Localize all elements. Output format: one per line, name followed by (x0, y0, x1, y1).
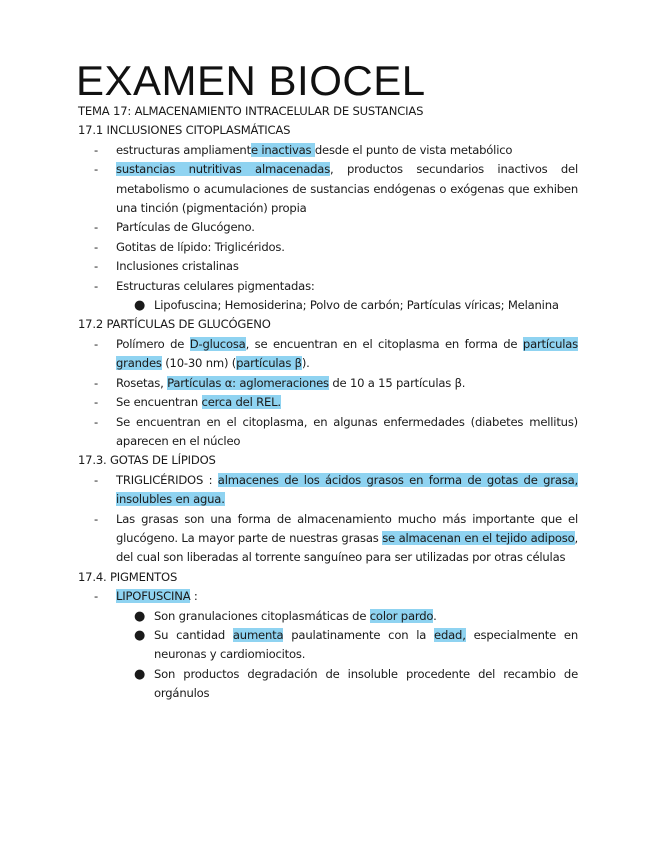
text-run: Rosetas, (116, 375, 168, 390)
list-item (78, 335, 578, 374)
section-heading-17-4: 17.4. PIGMENTOS (78, 569, 178, 584)
bullet-item (78, 296, 578, 315)
dash-marker: - (94, 589, 98, 604)
text-run: ). (301, 356, 310, 371)
dash-marker: - (94, 472, 98, 487)
topic-heading: TEMA 17: ALMACENAMIENTO INTRACELULAR DE SUSTANCIAS (78, 104, 424, 118)
highlighted-text: almacenes de los ácidos grasos en forma de gotas de grasa, insolubles en agua. (116, 472, 578, 507)
list-item (78, 374, 578, 393)
document-page (78, 58, 578, 704)
text-run: Gotitas de lípido: Triglicéridos. (116, 239, 285, 254)
dash-marker: - (94, 395, 98, 410)
list-item (78, 413, 578, 452)
dash-marker: - (94, 142, 98, 157)
text-run: Lipofuscina; Hemosiderina; Polvo de carbón; Partículas víricas; Melanina (154, 298, 559, 313)
highlighted-text: edad, (434, 627, 466, 642)
dash-marker: - (94, 278, 98, 293)
text-run: paulatinamente con la (283, 627, 435, 642)
dash-marker: - (94, 336, 98, 351)
text-run: Partículas de Glucógeno. (116, 220, 255, 235)
list-item (78, 471, 578, 510)
dash-marker: - (94, 375, 98, 390)
text-run: Son granulaciones citoplasmáticas de (154, 608, 370, 623)
highlighted-text: sustancias nutritivas almacenadas (116, 162, 331, 177)
bullet-marker: ● (134, 666, 146, 682)
text-run: Las grasas son una forma de almacenamiento mucho más importante que el glucógeno. La mayor parte de nuestras grasas (116, 511, 578, 545)
list-item (78, 238, 578, 257)
document-title: EXAMEN BIOCEL (76, 57, 426, 104)
dash-marker: - (94, 511, 98, 526)
bullet-marker: ● (134, 298, 146, 314)
highlighted-text: D-glucosa (189, 336, 246, 351)
list-item (78, 587, 578, 606)
text-run: Se encuentran en el citoplasma, en algunas enfermedades (diabetes mellitus) aparecen en el núcleo (116, 414, 578, 448)
text-run: . (433, 608, 437, 623)
dash-marker: - (94, 220, 98, 235)
text-run: TRIGLICÉRIDOS : (116, 472, 218, 487)
text-run: Polímero de (116, 336, 190, 351)
text-run: Inclusiones cristalinas (116, 259, 239, 274)
highlighted-text: aumenta (232, 627, 284, 642)
list-item (78, 141, 578, 160)
text-run: (10-30 nm) ( (161, 356, 237, 371)
text-run: Son productos degradación de insoluble procedente del recambio de orgánulos (154, 666, 578, 701)
bullet-marker: ● (134, 627, 146, 643)
highlighted-text: partículas grandes (116, 336, 579, 371)
list-item (78, 218, 578, 237)
section-heading-17-3: 17.3. GOTAS DE LÍPIDOS (78, 453, 216, 468)
dash-marker: - (94, 239, 98, 254)
highlighted-text: se almacenan en el tejido adiposo (382, 530, 575, 545)
text-run: Se encuentran (116, 395, 202, 410)
text-run: Estructuras celulares pigmentadas: (116, 278, 315, 293)
text-run: estructuras ampliament (116, 142, 251, 157)
text-run: especialmente en neuronas y cardiomiocitos. (154, 627, 578, 662)
bullet-item (78, 626, 578, 665)
text-run: de 10 a 15 partículas β. (328, 375, 466, 390)
highlighted-text: Partículas α: aglomeraciones (167, 375, 329, 390)
text-run: , se encuentran en el citoplasma en forma de (245, 336, 523, 351)
list-item (78, 393, 578, 412)
highlighted-text: partículas β (236, 356, 302, 371)
list-item (78, 257, 578, 276)
dash-marker: - (94, 259, 98, 274)
text-run: , productos secundarios inactivos del metabolismo o acumulaciones de sustancias endógenas o exógenas que exhiben una tinción (pigmentación) propia (116, 162, 578, 216)
text-run: desde el punto de vista metabólico (314, 142, 513, 157)
highlighted-text: LIPOFUSCINA (116, 589, 191, 604)
bullet-marker: ● (134, 608, 146, 624)
section-heading-17-2: 17.2 PARTÍCULAS DE GLUCÓGENO (78, 317, 271, 332)
bullet-item (78, 607, 578, 626)
section-heading-17-1: 17.1 INCLUSIONES CITOPLASMÁTICAS (78, 123, 291, 138)
list-item (78, 510, 578, 568)
text-run: Su cantidad (154, 627, 233, 642)
dash-marker: - (94, 162, 98, 177)
bullet-item (78, 665, 578, 704)
highlighted-text: cerca del REL. (201, 395, 281, 410)
text-run: : (190, 589, 198, 604)
highlighted-text: color pardo (369, 608, 434, 623)
list-item (78, 277, 578, 296)
text-run: , del cual son liberadas al torrente sanguíneo para ser utilizadas por otras células (116, 530, 578, 565)
highlighted-text: e inactivas (250, 142, 315, 157)
dash-marker: - (94, 414, 98, 429)
list-item (78, 160, 578, 218)
